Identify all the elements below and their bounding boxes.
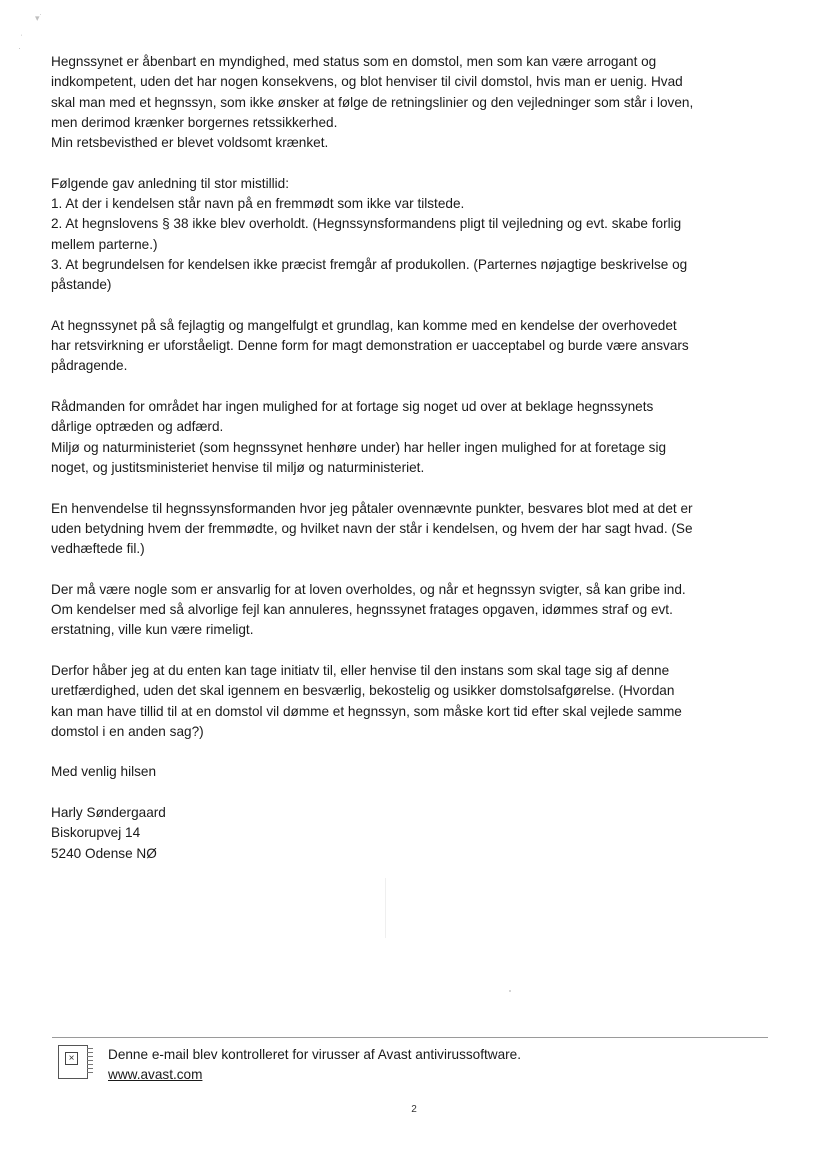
text-line: Hegnssynet er åbenbart en myndighed, med status som en domstol, men som kan være arrogant og	[51, 54, 657, 69]
text-line: dårlige optræden og adfærd.	[51, 419, 224, 435]
text-line: mellem parterne.)	[51, 236, 158, 252]
footer-divider	[52, 1037, 768, 1038]
scan-speck: ˈ	[20, 33, 23, 43]
text-line: indkompetent, uden det har nogen konsekvens, og blot henviser til civil domstol, hvis man er uenig. Hvad	[51, 74, 683, 90]
text-line: kan man have tillid til at en domstol vil dømme et hegnssyn, som måske kort tid efter skal vejlede samme	[51, 703, 682, 719]
text-line: skal man med et hegnssyn, som ikke ønsker at følge de retningslinier og den vejledninger som står i loven,	[51, 94, 694, 110]
text-line: uretfærdighed, uden det skal igennem en besværlig, bekostelig og usikker domstolsafgørelse. (Hvordan	[51, 683, 675, 699]
avast-footer	[108, 1045, 521, 1085]
text-line: har retsvirkning er uforståeligt. Denne form for magt demonstration er uacceptabel og burde være ansvars	[51, 338, 689, 354]
text-line: Biskorupvej 14	[51, 825, 141, 841]
text-line: noget, og justitsministeriet henvise til miljø og naturministeriet.	[51, 459, 425, 475]
text-line: men derimod krænker borgernes retssikkerhed.	[51, 114, 338, 130]
letter-paragraph	[51, 316, 771, 377]
text-line: Om kendelser med så alvorlige fejl kan annuleres, hegnssynet fratages opgaven, idømmes straf og evt.	[51, 602, 673, 618]
letter-paragraph	[51, 499, 771, 560]
letter-paragraph	[51, 174, 771, 296]
letter-paragraph	[51, 661, 771, 742]
text-line: Rådmanden for området har ingen mulighed for at fortage sig noget ud over at beklage hegnssynets	[51, 399, 654, 415]
text-line: Harly Søndergaard	[51, 804, 166, 820]
avast-link[interactable]: www.avast.com	[108, 1067, 203, 1082]
text-line: En henvendelse til hegnssynsformanden hvor jeg påtaler ovennævnte punkter, besvares blot med at det er	[51, 500, 693, 516]
broken-image-icon: ×	[58, 1045, 88, 1079]
text-line: Der må være nogle som er ansvarlig for at loven overholdes, og når et hegnssyn svigter, så kan gribe ind.	[51, 581, 686, 597]
text-line: 5240 Odense NØ	[51, 845, 157, 861]
text-line: påstande)	[51, 277, 112, 293]
text-line: 3. At begrundelsen for kendelsen ikke præcist fremgår af produkollen. (Parternes nøjagtige beskrivelse og	[51, 256, 688, 272]
scan-speck: ·	[18, 43, 21, 53]
letter-paragraph	[51, 52, 771, 153]
text-line: domstol i en anden sag?)	[51, 723, 204, 739]
text-line: uden betydning hvem der fremmødte, og hvilket navn der står i kendelsen, og hvem der har sagt hvad. (Se	[51, 520, 693, 536]
text-line: 2. At hegnslovens § 38 ikke blev overholdt. (Hegnssynsformandens pligt til vejledning og evt. skabe forlig	[51, 216, 682, 232]
text-line: Derfor håber jeg at du enten kan tage initiatv til, eller henvise til den instans som skal tage sig af denne	[51, 662, 670, 678]
faint-bleed-through-box	[40, 878, 386, 938]
text-line: Miljø og naturministeriet (som hegnssynet henhøre under) har heller ingen mulighed for at foretage sig	[51, 439, 667, 455]
text-line: pådragende.	[51, 358, 128, 374]
text-line: Følgende gav anledning til stor mistillid:	[51, 175, 290, 191]
letter-paragraph	[51, 397, 771, 478]
text-line: Med venlig hilsen	[51, 764, 157, 780]
letter-paragraph	[51, 803, 771, 864]
text-line: erstatning, ville kun være rimeligt.	[51, 622, 254, 638]
text-line: At hegnssynet på så fejlagtig og mangelfulgt et grundlag, kan komme med en kendelse der overhovedet	[51, 317, 677, 333]
text-line: vedhæftede fil.)	[51, 541, 145, 557]
text-line: Min retsbevisthed er blevet voldsomt krænket.	[51, 135, 329, 151]
letter-paragraph	[51, 580, 771, 641]
text-line: 1. At der i kendelsen står navn på en fremmødt som ikke var tilstede.	[51, 196, 465, 212]
scan-speck: ▾˙	[35, 13, 43, 23]
scan-speck	[509, 990, 511, 992]
avast-notice: Denne e-mail blev kontrolleret for virusser af Avast antivirussoftware.	[108, 1047, 522, 1062]
page-number: 2	[411, 1104, 417, 1115]
letter-paragraph	[51, 762, 771, 782]
letter-body	[51, 52, 771, 884]
